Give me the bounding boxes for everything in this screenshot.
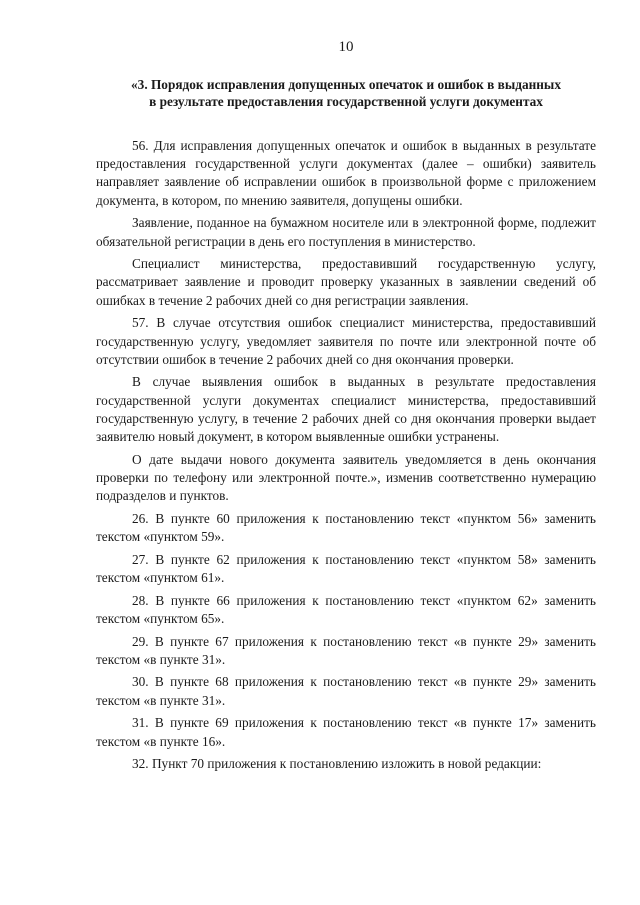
- paragraph-specialist-review: Специалист министерства, предоставивший государственную услугу, рассматривает заявление и проводит проверку указанных в заявлении сведений об ошибках в течение 2 рабочих дней со дня регистрации заявления.: [96, 256, 596, 308]
- paragraph-56: 56. Для исправления допущенных опечаток и ошибок в выданных в результате предоставления государственной услуги документах (далее – ошибки) заявитель направляет заявление об исправлении ошибок в произвольной форме с приложением документа, в котором, по мнению заявителя, допущены ошибки.: [96, 138, 596, 208]
- paragraph-57: 57. В случае отсутствия ошибок специалист министерства, предоставивший государственную услугу, уведомляет заявителя по почте или электронной почте об отсутствии ошибок в течение 2 рабочих дней со дня окончания проверки.: [96, 315, 596, 367]
- paragraph-new-document-notice: О дате выдачи нового документа заявитель уведомляется в день окончания проверки по телефону или электронной почте.», изменив соответственно нумерацию подразделов и пунктов.: [96, 451, 596, 504]
- paragraph-application-registration: Заявление, поданное на бумажном носителе или в электронной форме, подлежит обязательной регистрации в день его поступления в министерство.: [96, 215, 596, 249]
- paragraph-28: 28. В пункте 66 приложения к постановлению текст «пунктом 62» заменить текстом «пунктом 65».: [96, 592, 596, 626]
- paragraph-29: 29. В пункте 67 приложения к постановлению текст «в пункте 29» заменить текстом «в пункте 31».: [96, 633, 596, 667]
- section-heading-line-1: «3. Порядок исправления допущенных опечаток и ошибок в выданных: [131, 77, 561, 92]
- section-heading-line-2: в результате предоставления государственной услуги документах: [149, 94, 543, 109]
- paragraph-31: 31. В пункте 69 приложения к постановлению текст «в пункте 17» заменить текстом «в пункте 16».: [96, 715, 596, 749]
- section-heading: [96, 76, 596, 110]
- paragraph-27: 27. В пункте 62 приложения к постановлению текст «пунктом 58» заменить текстом «пунктом 61».: [96, 551, 596, 585]
- paragraph-26: 26. В пункте 60 приложения к постановлению текст «пунктом 56» заменить текстом «пунктом 59».: [96, 510, 596, 545]
- paragraph-30: 30. В пункте 68 приложения к постановлению текст «в пункте 29» заменить текстом «в пункте 31».: [96, 674, 596, 708]
- paragraph-32: 32. Пункт 70 приложения к постановлению изложить в новой редакции:: [132, 756, 542, 772]
- page-number: 10: [338, 39, 354, 55]
- paragraph-errors-found: В случае выявления ошибок в выданных в результате предоставления государственной услуги документах специалист министерства, предоставивший государственную услугу, в течение 2 рабочих дней со дня окончания проверки выдает заявителю новый документ, в котором выявленные ошибки устранены.: [96, 374, 596, 445]
